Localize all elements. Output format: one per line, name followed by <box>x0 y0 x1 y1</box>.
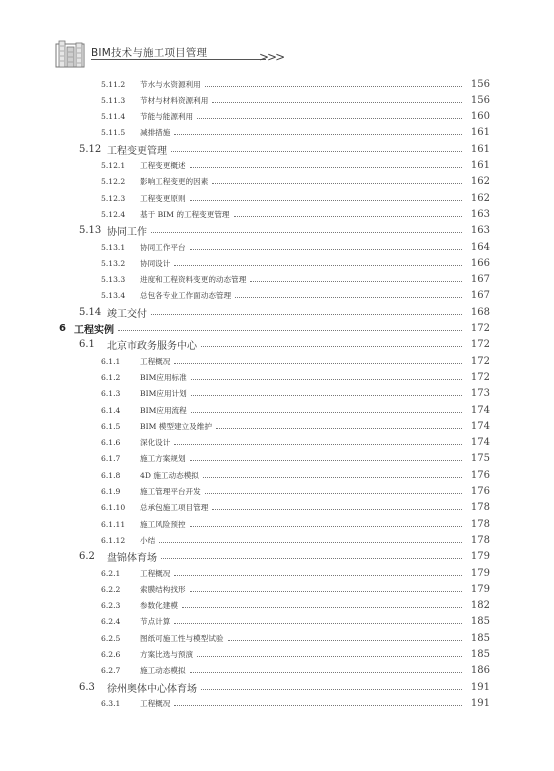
toc-entry[interactable] <box>101 76 490 92</box>
toc-entry-title: BIM应用标准 <box>140 372 187 382</box>
toc-entry-title: 施工方案规划 <box>140 454 186 464</box>
toc-entry-number: 5.13.2 <box>101 258 126 268</box>
toc-entry-page: 172 <box>470 371 490 383</box>
toc-leader-dots <box>159 542 462 543</box>
toc-entry-number: 6.1.7 <box>101 454 121 464</box>
toc-entry[interactable] <box>101 614 490 630</box>
toc-entry-title: 减排措施 <box>140 128 171 138</box>
toc-entry-number: 6.1.12 <box>101 535 126 545</box>
toc-entry-page: 185 <box>470 649 490 660</box>
toc-entry-number: 6.1.11 <box>101 519 126 529</box>
toc-entry[interactable] <box>101 125 490 141</box>
toc-entry-title: 施工管理平台开发 <box>140 487 201 496</box>
toc-entry-title: 工程概况 <box>140 568 171 578</box>
toc-entry-title: 节水与水资源利用 <box>140 79 201 89</box>
toc-entry-page: 191 <box>470 681 490 693</box>
toc-entry-number: 6.1.6 <box>101 438 121 448</box>
toc-entry-page: 162 <box>470 192 490 204</box>
toc-entry-page: 178 <box>470 534 490 546</box>
toc-entry-page: 174 <box>470 437 490 449</box>
toc-entry-number: 6.3 <box>79 681 95 693</box>
toc-entry-number: 6.1.5 <box>101 421 121 431</box>
toc-leader-dots <box>205 86 462 87</box>
toc-leader-dots <box>216 428 462 429</box>
toc-entry-page: 156 <box>470 94 490 106</box>
toc-entry-page: 163 <box>470 208 490 220</box>
toc-entry-number: 6.1.3 <box>101 389 121 399</box>
toc-leader-dots <box>190 526 462 527</box>
toc-entry[interactable] <box>101 467 490 483</box>
toc-entry[interactable] <box>101 484 490 500</box>
toc-entry-number: 6 <box>59 323 66 334</box>
toc-entry-number: 5.12 <box>79 143 102 155</box>
toc-leader-dots <box>197 656 462 657</box>
toc-entry[interactable] <box>101 418 490 434</box>
toc-leader-dots <box>197 118 462 119</box>
toc-leader-dots <box>191 412 462 413</box>
toc-leader-dots <box>235 297 462 298</box>
toc-entry-page: 186 <box>470 665 490 677</box>
toc-leader-dots <box>191 395 462 396</box>
toc-entry-number: 5.11.4 <box>101 112 126 122</box>
toc-leader-dots <box>250 281 462 282</box>
toc-entry-number: 5.13.3 <box>101 275 126 285</box>
toc-entry-page: 185 <box>470 632 490 644</box>
toc-entry[interactable] <box>101 158 490 174</box>
toc-entry[interactable] <box>101 451 490 467</box>
toc-entry[interactable] <box>59 321 490 337</box>
toc-entry-number: 5.13 <box>79 225 102 237</box>
toc-entry[interactable] <box>101 353 490 369</box>
toc-entry-number: 5.12.3 <box>101 193 126 203</box>
toc-entry[interactable] <box>79 304 490 320</box>
toc-entry-title: 节点计算 <box>140 617 171 627</box>
toc-leader-dots <box>174 134 462 135</box>
toc-entry-title: 协同工作 <box>107 227 147 239</box>
toc-entry-number: 5.11.2 <box>101 79 126 89</box>
toc-entry-page: 161 <box>470 160 490 171</box>
toc-entry-page: 168 <box>470 306 490 318</box>
toc-entry-title: BIM应用计划 <box>140 389 187 399</box>
toc-entry-number: 5.12.1 <box>101 161 126 170</box>
toc-entry-title: 图纸可施工性与模型试验 <box>140 633 224 643</box>
toc-entry-page: 182 <box>470 600 490 612</box>
toc-entry-page: 174 <box>470 404 490 416</box>
toc-leader-dots <box>190 249 462 250</box>
toc-leader-dots <box>234 216 462 217</box>
toc-entry[interactable] <box>101 206 490 222</box>
toc-entry-title: 协同设计 <box>140 258 171 268</box>
toc-entry[interactable] <box>101 174 490 190</box>
building-logo-icon <box>55 38 85 68</box>
toc-entry-number: 5.13.4 <box>101 291 126 301</box>
toc-entry[interactable] <box>101 92 490 108</box>
toc-leader-dots <box>190 672 462 673</box>
toc-leader-dots <box>171 151 462 152</box>
toc-entry-title: 工程变更原则 <box>140 193 186 203</box>
toc-entry-title: 施工动态模拟 <box>140 666 186 676</box>
toc-entry-number: 6.1.9 <box>101 487 121 496</box>
toc-entry-number: 6.1.1 <box>101 356 121 366</box>
toc-entry-title: 基于 BIM 的工程变更管理 <box>140 209 230 219</box>
toc-leader-dots <box>174 623 462 624</box>
toc-entry-title: 工程概况 <box>140 356 171 366</box>
toc-entry-page: 163 <box>470 225 490 237</box>
toc-entry-page: 156 <box>470 78 490 90</box>
toc-entry-page: 179 <box>470 567 490 579</box>
toc-entry[interactable] <box>101 695 490 711</box>
toc-entry-number: 6.2.3 <box>101 601 121 611</box>
toc-entry[interactable] <box>101 255 490 271</box>
toc-entry[interactable] <box>79 549 490 565</box>
toc-entry-title: 方案比选与预演 <box>140 650 194 659</box>
toc-leader-dots <box>190 591 462 592</box>
toc-entry-page: 185 <box>470 616 490 628</box>
toc-entry[interactable] <box>101 369 490 385</box>
toc-entry-number: 5.12.4 <box>101 209 126 219</box>
toc-entry[interactable] <box>101 598 490 614</box>
toc-entry-title: BIM 模型建立及维护 <box>140 421 212 431</box>
toc-entry[interactable] <box>101 630 490 646</box>
toc-leader-dots <box>174 705 462 706</box>
toc-entry-page: 164 <box>470 241 490 253</box>
toc-entry-page: 191 <box>470 697 490 709</box>
toc-leader-dots <box>203 477 462 478</box>
toc-entry[interactable] <box>101 402 490 418</box>
toc-entry-number: 6.1.8 <box>101 470 121 480</box>
toc-entry-title: 4D 施工动态模拟 <box>140 470 199 480</box>
toc-entry[interactable] <box>101 532 490 548</box>
toc-entry-page: 167 <box>470 290 490 302</box>
toc-leader-dots <box>174 265 462 266</box>
toc-leader-dots <box>161 558 462 559</box>
toc-entry-title: 进度和工程资料变更的动态管理 <box>140 275 247 285</box>
toc-entry-title: 施工风险预控 <box>140 519 186 529</box>
toc-leader-dots <box>212 509 462 510</box>
toc-entry-page: 172 <box>470 355 490 367</box>
toc-entry-number: 6.2.7 <box>101 666 121 676</box>
toc-entry-number: 6.2.2 <box>101 584 121 594</box>
toc-entry-title: 索膜结构找形 <box>140 584 186 594</box>
toc-entry-number: 6.3.1 <box>101 698 121 708</box>
toc-entry[interactable] <box>101 386 490 402</box>
toc-entry[interactable] <box>79 679 490 695</box>
toc-entry-page: 160 <box>470 111 490 123</box>
toc-entry[interactable] <box>101 190 490 206</box>
toc-entry-page: 162 <box>470 176 490 188</box>
toc-entry-page: 172 <box>470 323 490 334</box>
toc-entry-number: 6.2.1 <box>101 568 121 578</box>
toc-entry[interactable] <box>79 223 490 239</box>
toc-entry[interactable] <box>101 435 490 451</box>
toc-entry[interactable] <box>101 109 490 125</box>
toc-leader-dots <box>151 314 462 315</box>
toc-entry-title: 工程变更管理 <box>107 145 167 157</box>
toc-entry[interactable] <box>79 337 490 353</box>
toc-entry-page: 178 <box>470 518 490 530</box>
toc-entry-number: 6.1 <box>79 339 95 351</box>
toc-entry[interactable] <box>101 581 490 597</box>
page-header <box>0 0 554 70</box>
toc-entry-title: 小结 <box>140 535 156 545</box>
toc-leader-dots <box>205 493 462 494</box>
toc-entry[interactable] <box>101 272 490 288</box>
toc-entry[interactable] <box>101 239 490 255</box>
toc-entry-page: 176 <box>470 486 490 497</box>
toc-entry[interactable] <box>101 663 490 679</box>
book-title: BIM技术与施工项目管理 <box>91 47 208 59</box>
toc-leader-dots <box>190 167 462 168</box>
toc-entry-title: 工程概况 <box>140 698 171 708</box>
toc-leader-dots <box>151 232 462 233</box>
toc-entry[interactable] <box>101 288 490 304</box>
toc-entry-title: 竣工交付 <box>107 308 147 320</box>
toc-entry-title: 工程实例 <box>74 325 114 336</box>
toc-entry-page: 161 <box>470 143 490 155</box>
toc-entry-number: 5.12.2 <box>101 177 126 187</box>
toc-entry[interactable] <box>79 141 490 157</box>
toc-entry-title: BIM应用流程 <box>140 405 187 415</box>
toc-entry-title: 总承包施工项目管理 <box>140 503 209 513</box>
toc-leader-dots <box>190 200 462 201</box>
toc-entry-number: 5.14 <box>79 306 102 318</box>
toc-entry-title: 参数化建模 <box>140 601 178 611</box>
toc-entry-number: 6.2.6 <box>101 650 121 659</box>
toc-leader-dots <box>228 640 462 641</box>
toc-leader-dots <box>212 102 462 103</box>
toc-entry[interactable] <box>101 516 490 532</box>
toc-entry[interactable] <box>101 565 490 581</box>
toc-leader-dots <box>190 460 462 461</box>
toc-entry-number: 6.2.5 <box>101 633 121 643</box>
toc-entry[interactable] <box>101 500 490 516</box>
toc-leader-dots <box>174 575 462 576</box>
toc-entry-title: 节能与能源利用 <box>140 112 194 122</box>
toc-entry-page: 179 <box>470 551 490 563</box>
toc-entry-number: 5.11.5 <box>101 128 126 138</box>
toc-entry-title: 盘锦体育场 <box>107 553 157 565</box>
toc-leader-dots <box>201 689 462 690</box>
toc-entry-page: 178 <box>470 502 490 514</box>
toc-entry-title: 徐州奥体中心体育场 <box>107 683 197 695</box>
toc-entry-title: 总包各专业工作面动态管理 <box>140 291 232 301</box>
toc-entry-page: 176 <box>470 469 490 481</box>
toc-leader-dots <box>118 330 462 331</box>
toc-entry[interactable] <box>101 647 490 663</box>
toc-entry-number: 5.11.3 <box>101 95 126 105</box>
toc-entry-page: 166 <box>470 257 490 269</box>
toc-entry-page: 172 <box>470 339 490 351</box>
toc-entry-page: 174 <box>470 420 490 432</box>
toc-entry-number: 5.13.1 <box>101 242 126 252</box>
toc-leader-dots <box>191 379 462 380</box>
toc-entry-title: 工程变更概述 <box>140 161 186 170</box>
header-divider <box>91 59 266 60</box>
toc-entry-number: 6.1.10 <box>101 503 126 513</box>
toc-entry-page: 173 <box>470 388 490 400</box>
toc-entry-title: 北京市政务服务中心 <box>107 341 197 353</box>
toc-entry-number: 6.2 <box>79 551 95 563</box>
toc-entry-number: 6.1.2 <box>101 372 121 382</box>
toc-entry-title: 深化设计 <box>140 438 171 448</box>
toc-entry-number: 6.1.4 <box>101 405 121 415</box>
toc-leader-dots <box>212 183 462 184</box>
toc-leader-dots <box>201 346 462 347</box>
toc-entry-title: 协同工作平台 <box>140 242 186 252</box>
toc-entry-title: 影响工程变更的因素 <box>140 177 209 187</box>
toc-entry-page: 179 <box>470 583 490 595</box>
arrows-icon: >>> <box>259 50 284 64</box>
toc-entry-number: 6.2.4 <box>101 617 121 627</box>
toc-entry-title: 节材与材料资源利用 <box>140 95 209 105</box>
toc-leader-dots <box>182 607 462 608</box>
toc-entry-page: 175 <box>470 453 490 465</box>
toc-entry-page: 161 <box>470 127 490 139</box>
toc-entry-page: 167 <box>470 274 490 286</box>
toc-leader-dots <box>174 444 462 445</box>
toc-leader-dots <box>174 363 462 364</box>
